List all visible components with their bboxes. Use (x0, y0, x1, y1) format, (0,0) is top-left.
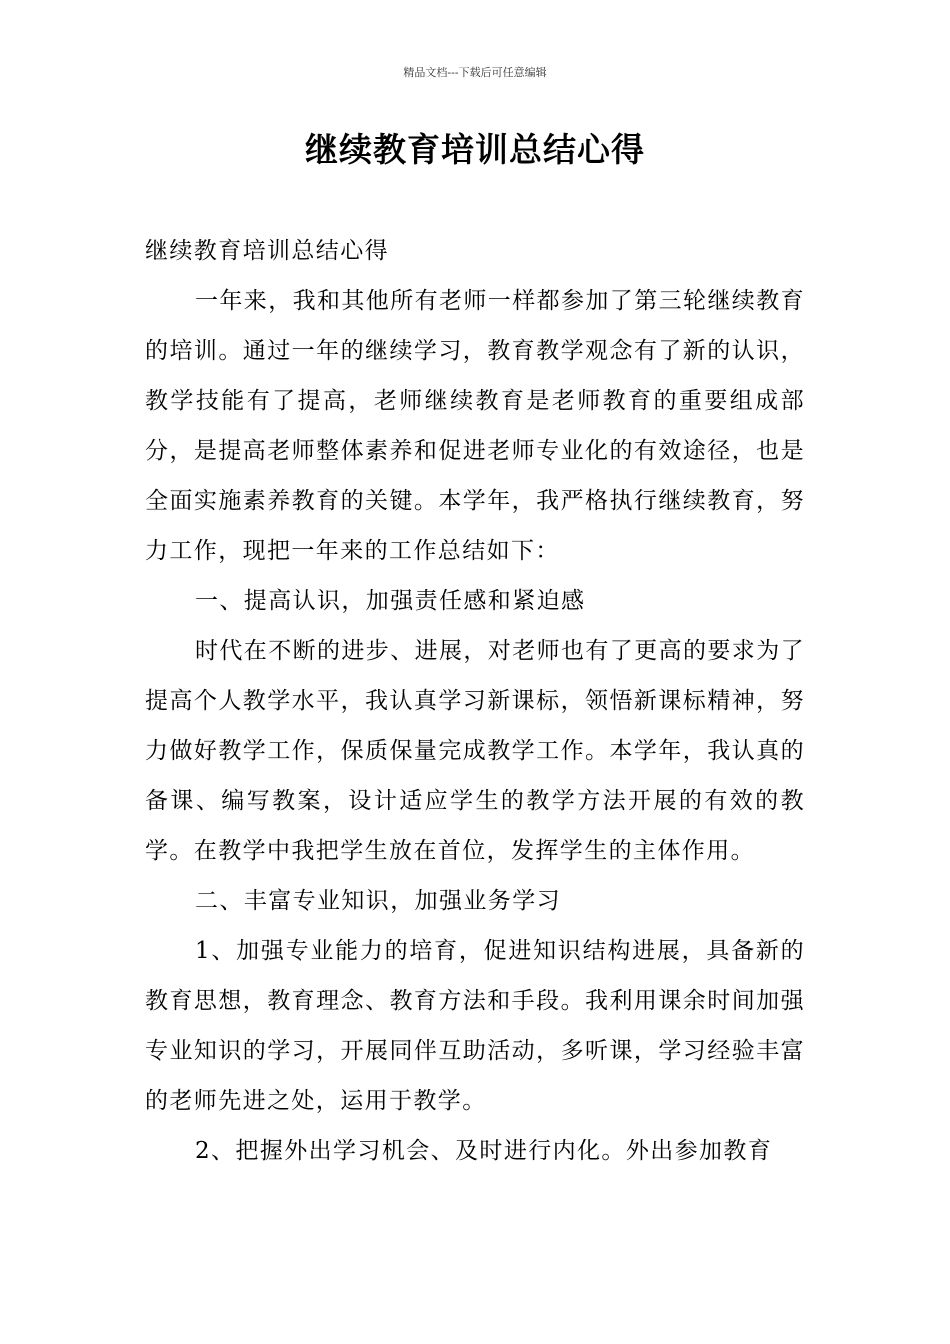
section-heading: 二、丰富专业知识，加强业务学习 (195, 888, 561, 914)
paragraph: 一年来，我和其他所有老师一样都参加了第三轮继续教育的培训。通过一年的继续学习，教育教学观念有了新的认识，教学技能有了提高，老师继续教育是老师教育的重要组成部分，是提高老师整体素养和促进老师专业化的有效途径，也是全面实施素养教育的关键。本学年，我严格执行继续教育，努力工作，现把一年来的工作总结如下： (145, 288, 805, 564)
document-body (145, 226, 805, 1176)
paragraph-subtitle: 继续教育培训总结心得 (145, 238, 389, 264)
paragraph: 1、加强专业能力的培育，促进知识结构进展，具备新的教育思想，教育理念、教育方法和手段。我利用课余时间加强专业知识的学习，开展同伴互助活动，多听课，学习经验丰富的老师先进之处，运用于教学。 (145, 938, 805, 1114)
paragraph: 时代在不断的进步、进展，对老师也有了更高的要求为了提高个人教学水平，我认真学习新课标，领悟新课标精神，努力做好教学工作，保质保量完成教学工作。本学年，我认真的备课、编写教案，设计适应学生的教学方法开展的有效的教学。在教学中我把学生放在首位，发挥学生的主体作用。 (145, 638, 805, 864)
document-title: 继续教育培训总结心得 (305, 130, 645, 169)
section-heading: 一、提高认识，加强责任感和紧迫感 (195, 588, 586, 614)
paragraph: 2、把握外出学习机会、及时进行内化。外出参加教育 (195, 1138, 773, 1164)
page-header: 精品文档---下载后可任意编辑 (403, 66, 547, 79)
